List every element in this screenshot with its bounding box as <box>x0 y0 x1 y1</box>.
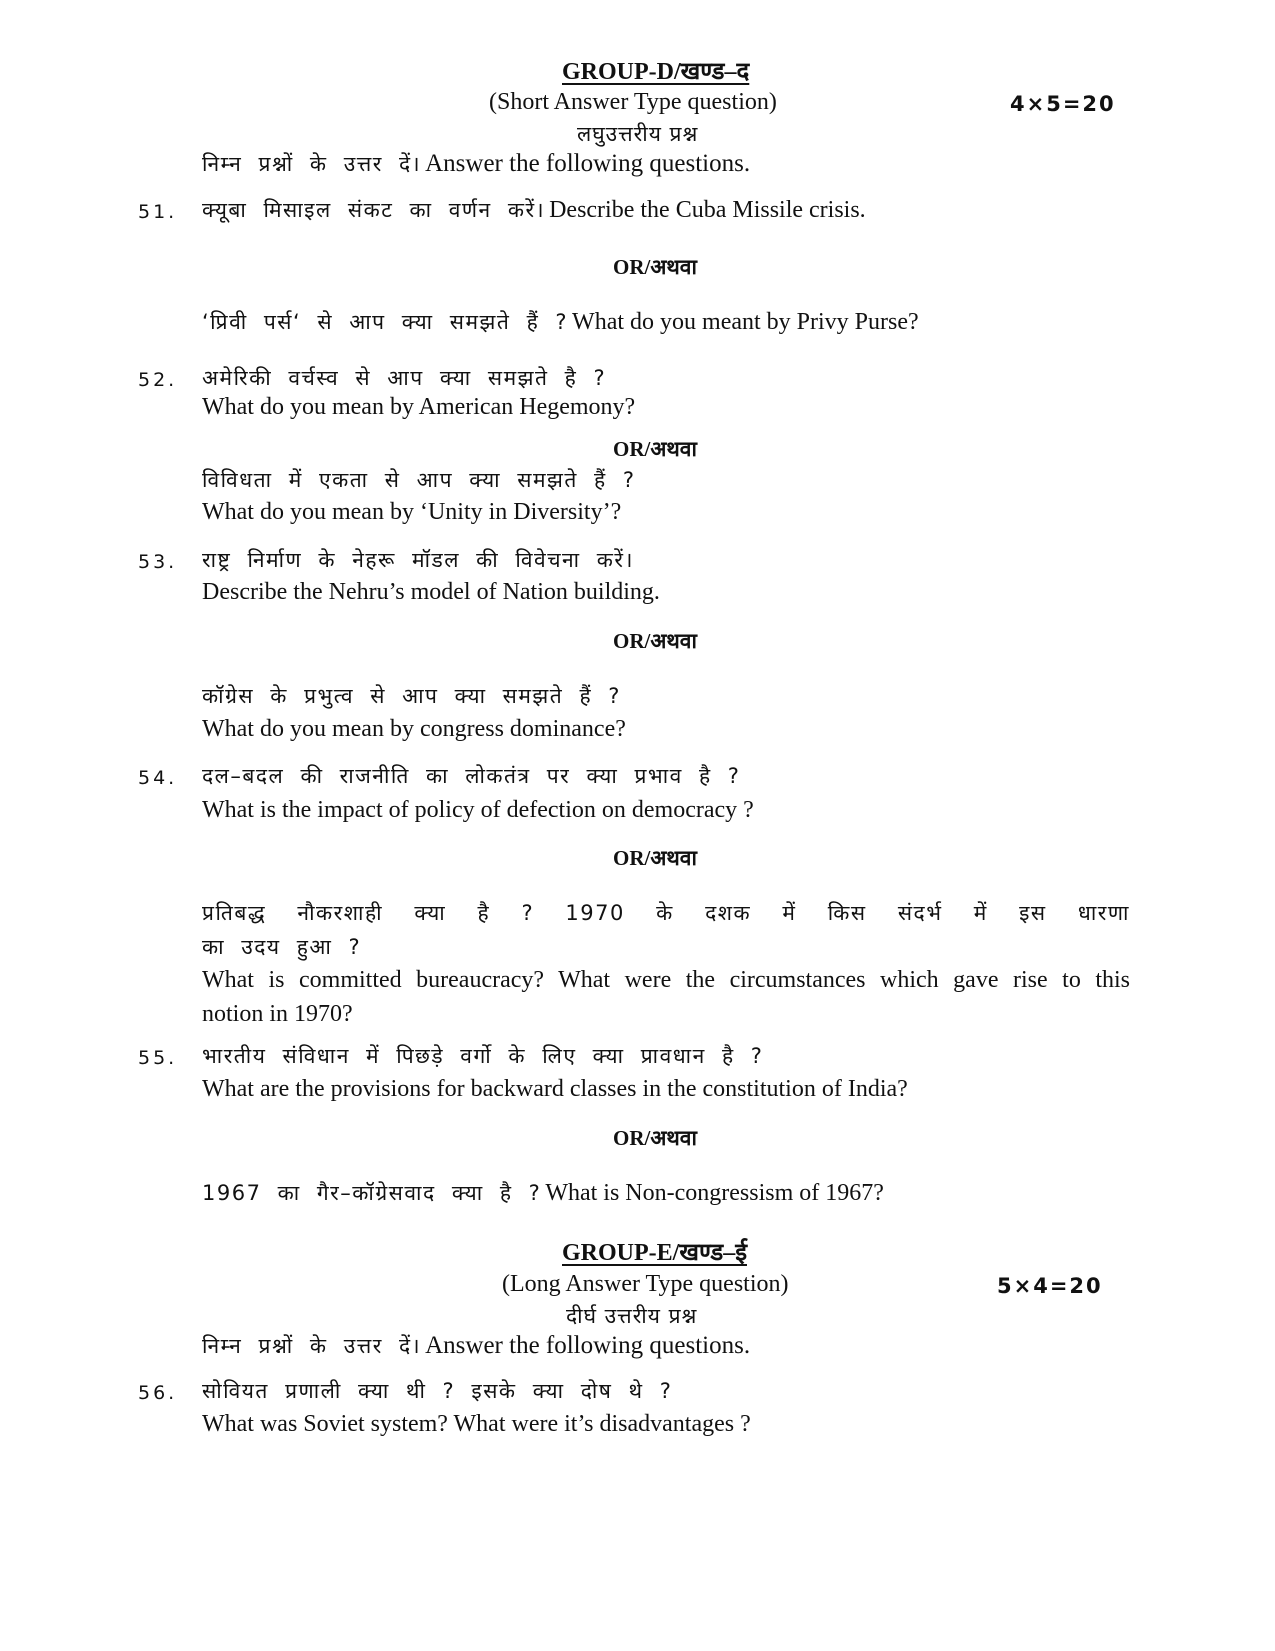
question-number-55: 55. <box>138 1047 178 1069</box>
group-e-instruction <box>202 1332 750 1360</box>
question-53-hindi: राष्ट्र निर्माण के नेहरू मॉडल की विवेचना करें। <box>202 548 634 572</box>
question-54-english: What is the impact of policy of defection on democracy ? <box>202 797 754 823</box>
group-e-subtitle-en: (Long Answer Type question) <box>502 1271 789 1297</box>
group-e-heading: GROUP-E/खण्ड–ई <box>562 1240 747 1266</box>
group-d-instruction <box>202 150 750 178</box>
question-number-56: 56. <box>138 1382 178 1404</box>
group-e-marks: 5×4=20 <box>997 1274 1103 1298</box>
question-number-51: 51. <box>138 201 178 223</box>
question-56-hindi: सोवियत प्रणाली क्या थी ? इसके क्या दोष थे ? <box>202 1379 673 1403</box>
group-d-subtitle-hi: लघुउत्तरीय प्रश्न <box>577 122 699 146</box>
instruction-english: Answer the following questions. <box>425 1332 751 1359</box>
question-51-alt-hindi: ‘प्रिवी पर्स‘ से आप क्या समझते हैं ? <box>202 310 569 334</box>
question-52-english: What do you mean by American Hegemony? <box>202 394 636 420</box>
instruction-hindi: निम्न प्रश्नों के उत्तर दें। <box>202 1334 422 1358</box>
or-label-52: OR/अथवा <box>613 437 697 461</box>
question-51-hindi: क्यूबा मिसाइल संकट का वर्णन करें। <box>202 198 546 222</box>
question-number-53: 53. <box>138 551 178 573</box>
question-55-english: What are the provisions for backward classes in the constitution of India? <box>202 1076 908 1102</box>
question-51-english: Describe the Cuba Missile crisis. <box>549 197 866 223</box>
group-e-subtitle-hi: दीर्घ उत्तरीय प्रश्न <box>566 1304 698 1328</box>
question-55-alternative <box>202 1179 884 1207</box>
question-number-54: 54. <box>138 767 178 789</box>
group-d-heading: GROUP-D/खण्ड–द <box>562 59 750 85</box>
question-54-alt-hindi-line2: का उदय हुआ ? <box>202 935 362 959</box>
or-label-54: OR/अथवा <box>613 846 697 870</box>
question-53-alt-hindi: कॉग्रेस के प्रभुत्व से आप क्या समझते हैं ? <box>202 684 621 708</box>
question-55-alt-hindi: 1967 का गैर–कॉग्रेसवाद क्या है ? <box>202 1181 542 1205</box>
question-55-hindi: भारतीय संविधान में पिछड़े वर्गो के लिए क्या प्रावधान है ? <box>202 1044 764 1068</box>
question-52-hindi: अमेरिकी वर्चस्व से आप क्या समझते है ? <box>202 366 607 390</box>
question-53-alt-english: What do you mean by congress dominance? <box>202 716 626 742</box>
question-52-alt-english: What do you mean by ‘Unity in Diversity’? <box>202 499 622 525</box>
question-51-alternative <box>202 308 919 336</box>
group-d-subtitle-en: (Short Answer Type question) <box>489 89 777 115</box>
question-54-hindi: दल–बदल की राजनीति का लोकतंत्र पर क्या प्रभाव है ? <box>202 764 741 788</box>
or-label-51: OR/अथवा <box>613 255 697 279</box>
question-54-alt-hindi-line1: प्रतिबद्ध नौकरशाही क्या है ? 1970 के दशक में किस संदर्भ में इस धारणा <box>202 901 1130 925</box>
question-52-alt-hindi: विविधता में एकता से आप क्या समझते हैं ? <box>202 468 636 492</box>
or-label-55: OR/अथवा <box>613 1126 697 1150</box>
instruction-hindi: निम्न प्रश्नों के उत्तर दें। <box>202 152 422 176</box>
question-53-english: Describe the Nehru’s model of Nation building. <box>202 579 660 605</box>
or-label-53: OR/अथवा <box>613 629 697 653</box>
question-54-alt-english-line1: What is committed bureaucracy? What were the circumstances which gave rise to this <box>202 967 1130 993</box>
question-number-52: 52. <box>138 369 178 391</box>
question-51 <box>202 196 866 224</box>
group-d-marks: 4×5=20 <box>1010 92 1116 116</box>
question-56-english: What was Soviet system? What were it’s disadvantages ? <box>202 1411 751 1437</box>
instruction-english: Answer the following questions. <box>425 150 751 177</box>
question-55-alt-english: What is Non-congressism of 1967? <box>545 1180 884 1206</box>
question-51-alt-english: What do you meant by Privy Purse? <box>572 309 919 335</box>
question-54-alt-english-line2: notion in 1970? <box>202 1001 353 1027</box>
